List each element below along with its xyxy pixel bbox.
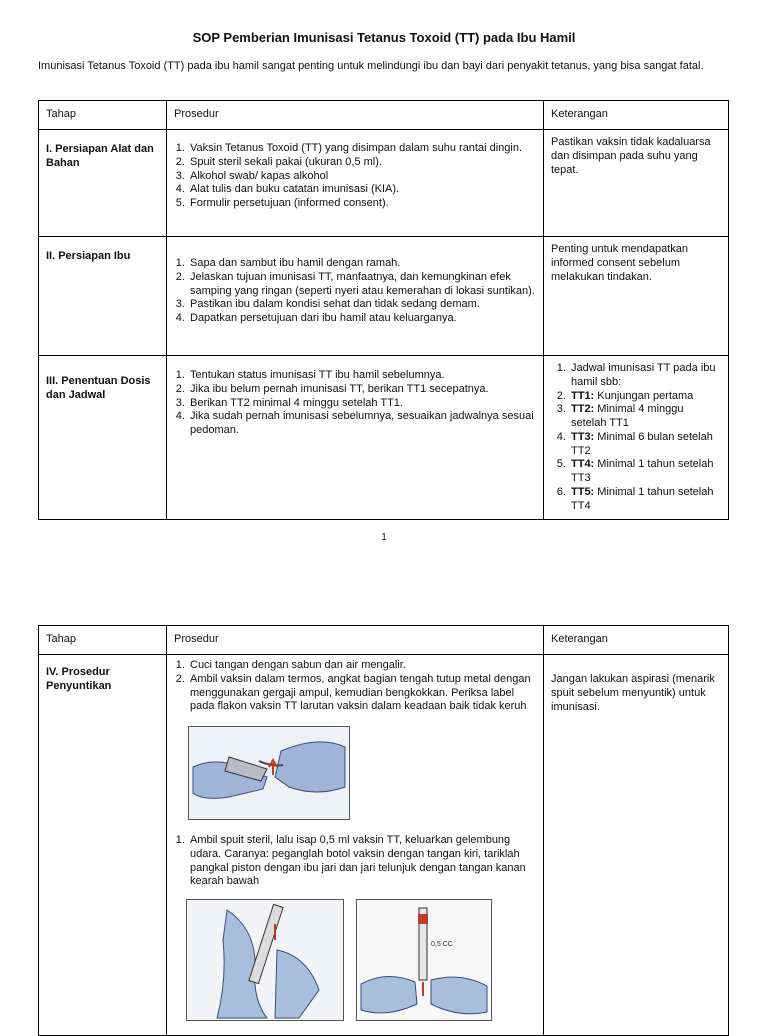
page-number: 1	[381, 532, 387, 543]
note-text: Jangan lakukan aspirasi (menarik spuit sebelum menyuntik) untuk imunisasi.	[551, 673, 715, 713]
syringe-illustrations	[186, 899, 536, 1021]
table-header-row	[39, 101, 728, 129]
table-row	[39, 655, 728, 1035]
header-note: Keterangan	[544, 626, 728, 654]
vial-opening-illustration	[188, 726, 350, 820]
header-note: Keterangan	[544, 101, 728, 129]
syringe-measure-illustration	[356, 899, 492, 1021]
list-item: 1. Vaksin Tetanus Toxoid (TT) yang disimpan dalam suhu rantai dingin.	[188, 142, 536, 156]
stage-label: IV. Prosedur Penyuntikan	[46, 666, 112, 692]
list-item: 1. Ambil spuit steril, lalu isap 0,5 ml vaksin TT, keluarkan gelembung udara. Caranya: peganglah botol vaksin dengan tangan kiri, tariklah pangkal piston dengan ibu jari dan jari telunjuk dengan tangan kanan kearah bawah	[188, 834, 536, 889]
list-item: 5. TT4: Minimal 1 tahun setelah TT3	[569, 458, 721, 486]
list-item: 4. Alat tulis dan buku catatan imunisasi (KIA).	[188, 183, 536, 197]
note-text: Pastikan vaksin tidak kadaluarsa dan disimpan pada suhu yang tepat.	[551, 136, 711, 176]
page-gap	[0, 560, 768, 620]
procedure-list	[174, 142, 536, 211]
sop-table-page-2	[38, 625, 729, 1036]
list-item: 2. TT1: Kunjungan pertama	[569, 390, 721, 404]
intro-paragraph: Imunisasi Tetanus Toxoid (TT) pada ibu hamil sangat penting untuk melindungi ibu dan bayi dari penyakit tetanus, yang bisa sangat fatal.	[38, 60, 704, 72]
header-procedure: Prosedur	[167, 101, 543, 129]
table-header-row	[39, 626, 728, 654]
list-item: 2. Spuit steril sekali pakai (ukuran 0,5 ml).	[188, 156, 536, 170]
stage-label: II. Persiapan Ibu	[46, 250, 131, 262]
list-item: 3. Pastikan ibu dalam kondisi sehat dan tidak sedang demam.	[188, 298, 536, 312]
page-2	[0, 620, 768, 1024]
list-item: 3. Alkohol swab/ kapas alkohol	[188, 170, 536, 184]
document-title: SOP Pemberian Imunisasi Tetanus Toxoid (TT) pada Ibu Hamil	[192, 30, 576, 45]
dose-label: 0,5 CC	[431, 941, 453, 948]
list-item: 1. Tentukan status imunisasi TT ibu hamil sebelumnya.	[188, 369, 536, 383]
list-item: 2. Jika ibu belum pernah imunisasi TT, berikan TT1 secepatnya.	[188, 383, 536, 397]
list-item: 1. Cuci tangan dengan sabun dan air mengalir.	[188, 659, 536, 673]
list-item: 2. Jelaskan tujuan imunisasi TT, manfaatnya, dan kemungkinan efek samping yang ringan (seperti nyeri atau kemerahan di lokasi suntikan).	[188, 271, 536, 299]
list-item: 1. Sapa dan sambut ibu hamil dengan ramah.	[188, 257, 536, 271]
schedule-list	[551, 362, 721, 513]
list-item: 5. Formulir persetujuan (informed consent).	[188, 197, 536, 211]
list-item: 3. TT2: Minimal 4 minggu setelah TT1	[569, 403, 721, 431]
list-item: 2. Ambil vaksin dalam termos, angkat bagian tengah tutup metal dengan menggunakan gergaji ampul, kemudian bengkokkan. Periksa label pada flakon vaksin TT larutan vaksin dalam keadaan baik tidak keruh	[188, 673, 536, 714]
table-row	[39, 237, 728, 355]
list-item: 4. TT3: Minimal 6 bulan setelah TT2	[569, 431, 721, 459]
stage-label: III. Penentuan Dosis dan Jadwal	[46, 375, 151, 401]
table-row	[39, 130, 728, 236]
list-item: 4. Dapatkan persetujuan dari ibu hamil atau keluarganya.	[188, 312, 536, 326]
list-item: 3. Berikan TT2 minimal 4 minggu setelah TT1.	[188, 397, 536, 411]
sop-table-page-1	[38, 100, 729, 520]
procedure-list	[174, 257, 536, 326]
procedure-list	[174, 369, 536, 438]
list-item: 6. TT5: Minimal 1 tahun setelah TT4	[569, 486, 721, 514]
procedure-list	[174, 659, 536, 714]
header-stage: Tahap	[39, 626, 166, 654]
header-procedure: Prosedur	[167, 626, 543, 654]
syringe-drawing-illustration	[186, 899, 344, 1021]
procedure-list-b	[174, 834, 536, 889]
list-item: 1. Jadwal imunisasi TT pada ibu hamil sbb:	[569, 362, 721, 390]
list-item: 4. Jika sudah pernah imunisasi sebelumnya, sesuaikan jadwalnya sesuai pedoman.	[188, 410, 536, 438]
note-text: Penting untuk mendapatkan informed consent sebelum melakukan tindakan.	[551, 243, 688, 283]
header-stage: Tahap	[39, 101, 166, 129]
stage-label: I. Persiapan Alat dan Bahan	[46, 143, 154, 169]
table-row	[39, 356, 728, 519]
